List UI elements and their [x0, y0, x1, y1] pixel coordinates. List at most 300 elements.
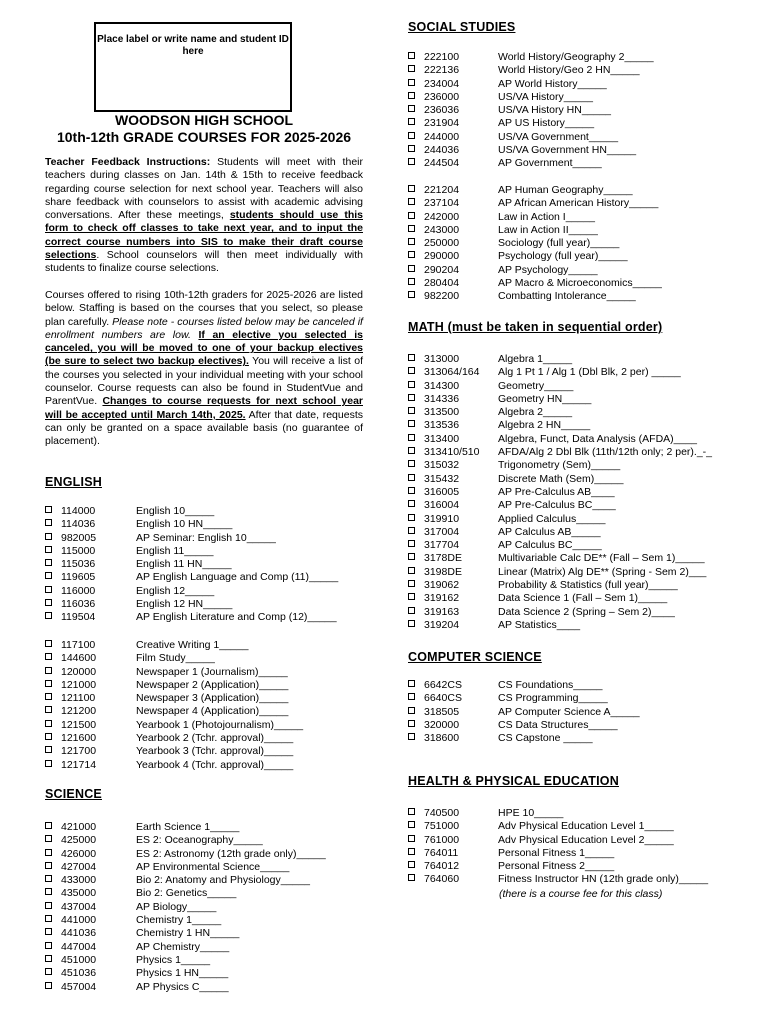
social-studies-course-row — [408, 224, 662, 237]
course-title: AFDA/Alg 2 Dbl Blk (11th/12th only; 2 per)._-_ — [498, 446, 712, 459]
student-label-box[interactable]: Place label or write name and student ID here — [94, 22, 292, 112]
course-number: 222136 — [424, 64, 460, 77]
english-course-row — [45, 732, 303, 745]
course-title: CS Data Structures_____ — [498, 718, 618, 731]
course-checkbox[interactable] — [408, 707, 415, 714]
course-title: CS Programming_____ — [498, 692, 608, 705]
math-course-row — [408, 526, 712, 539]
course-number: 319062 — [424, 579, 460, 592]
course-number: 290000 — [424, 250, 460, 263]
course-checkbox[interactable] — [45, 572, 52, 579]
course-checkbox[interactable] — [408, 487, 415, 494]
course-checkbox[interactable] — [45, 706, 52, 713]
course-number: 121000 — [61, 678, 97, 691]
course-checkbox[interactable] — [408, 434, 415, 441]
course-checkbox[interactable] — [408, 238, 415, 245]
course-number: 121600 — [61, 732, 97, 745]
course-number: 116000 — [61, 584, 96, 597]
hpe-course-row — [408, 847, 708, 860]
course-title: Algebra 2_____ — [498, 406, 573, 419]
courses-underlined2: Changes to course requests for next school year will be accepted until March 14th, 2025. — [45, 395, 363, 421]
course-checkbox[interactable] — [408, 92, 415, 99]
course-checkbox[interactable] — [408, 212, 415, 219]
course-checkbox[interactable] — [408, 278, 415, 285]
course-number: 764060 — [424, 873, 460, 886]
course-number: 315032 — [424, 459, 460, 472]
course-number: 242000 — [424, 210, 460, 223]
course-checkbox[interactable] — [45, 667, 52, 674]
course-number: 222100 — [424, 51, 460, 63]
course-title: AP Environmental Science_____ — [136, 860, 290, 873]
course-number: 290204 — [424, 263, 460, 276]
course-checkbox[interactable] — [45, 519, 52, 526]
course-number: 244000 — [424, 130, 460, 143]
science-course-row — [45, 887, 326, 900]
course-number: 250000 — [424, 237, 460, 250]
course-title: US/VA Government HN_____ — [498, 144, 637, 157]
course-title: US/VA History HN_____ — [498, 104, 612, 117]
course-number: 6642CS — [424, 679, 462, 691]
course-checkbox[interactable] — [45, 546, 52, 553]
courses-italic: Please note - courses listed below may be canceled if enrollment numbers are low. — [45, 315, 363, 341]
course-title: AP English Language and Comp (11)_____ — [136, 571, 339, 584]
math-course-row — [408, 459, 712, 472]
teacher-feedback-text2: . School counselors will then meet individually with students to finalize course selections. — [45, 249, 363, 275]
course-checkbox[interactable] — [408, 158, 415, 165]
course-checkbox[interactable] — [45, 653, 52, 660]
courses-paragraph — [45, 289, 363, 449]
course-checkbox[interactable] — [408, 394, 415, 401]
science-course-row — [45, 821, 326, 834]
english-course-row — [45, 666, 303, 679]
course-checkbox[interactable] — [45, 928, 52, 935]
courses-text1: Courses offered to rising 10th-12th graders for 2025-2026 are listed below. Staffing is based on the courses that you select, so please plan carefully. — [45, 289, 363, 328]
course-number: 982200 — [424, 290, 460, 303]
course-number: 236000 — [424, 90, 460, 103]
computer-science-course-row — [408, 692, 640, 705]
math-course-row — [408, 486, 712, 499]
course-title: AP Psychology_____ — [498, 263, 598, 276]
math-course-row — [408, 552, 712, 565]
course-number: 115000 — [61, 544, 96, 557]
math-course-row — [408, 566, 712, 579]
english-course-row — [45, 545, 338, 558]
course-number: 425000 — [61, 834, 97, 847]
social-studies-course-row — [408, 131, 654, 144]
course-title: Algebra 2 HN_____ — [498, 419, 591, 432]
math-course-row — [408, 446, 712, 459]
course-title: Bio 2: Anatomy and Physiology_____ — [136, 874, 310, 887]
course-title: Yearbook 2 (Tchr. approval)_____ — [136, 732, 294, 745]
teacher-feedback-underlined: students should use this form to check off classes to take next year, and to input the correct course numbers into SIS to make their draft course selections — [45, 209, 363, 262]
course-title: AP Government_____ — [498, 157, 602, 170]
social-studies-course-row — [408, 211, 662, 224]
math-list — [408, 353, 712, 632]
science-course-row — [45, 834, 326, 847]
course-checkbox[interactable] — [408, 367, 415, 374]
course-checkbox[interactable] — [45, 586, 52, 593]
course-checkbox[interactable] — [408, 553, 415, 560]
math-course-row — [408, 380, 712, 393]
course-title: Law in Action II_____ — [498, 223, 598, 236]
course-title: AP Pre-Calculus AB____ — [498, 485, 615, 498]
course-checkbox[interactable] — [45, 680, 52, 687]
english-course-row — [45, 759, 303, 772]
social-studies-course-row — [408, 64, 654, 77]
computer-science-course-row — [408, 719, 640, 732]
social-studies-course-row — [408, 184, 662, 197]
course-number: 313410/510 — [424, 446, 480, 459]
english-course-row — [45, 611, 338, 624]
course-title: Newspaper 4 (Application)_____ — [136, 705, 289, 718]
course-checkbox[interactable] — [45, 612, 52, 619]
social-studies-course-row — [408, 250, 662, 263]
course-number: 243000 — [424, 223, 460, 236]
course-checkbox[interactable] — [408, 567, 415, 574]
science-course-row — [45, 941, 326, 954]
course-title: Newspaper 2 (Application)_____ — [136, 678, 289, 691]
course-checkbox[interactable] — [45, 902, 52, 909]
course-title: Chemistry 1 HN_____ — [136, 927, 240, 940]
course-title: Data Science 1 (Fall – Sem 1)_____ — [498, 592, 668, 605]
math-course-row — [408, 406, 712, 419]
math-course-row — [408, 592, 712, 605]
school-heading — [45, 112, 363, 146]
hpe-course-row — [408, 820, 708, 833]
course-title: AP US History_____ — [498, 117, 595, 130]
course-title: World History/Geo 2 HN_____ — [498, 64, 640, 77]
course-checkbox[interactable] — [408, 460, 415, 467]
course-title: AP Statistics____ — [498, 618, 581, 631]
course-checkbox[interactable] — [45, 888, 52, 895]
course-checkbox[interactable] — [408, 680, 415, 687]
social-studies-course-row — [408, 104, 654, 117]
course-title: Applied Calculus_____ — [498, 512, 606, 525]
course-title: Probability & Statistics (full year)_____ — [498, 579, 678, 592]
english-heading: ENGLISH — [45, 475, 102, 489]
computer-science-course-row — [408, 732, 640, 745]
course-checkbox[interactable] — [408, 607, 415, 614]
course-number: 314300 — [424, 379, 460, 392]
social-studies-course-row — [408, 237, 662, 250]
social-studies-course-row — [408, 78, 654, 91]
course-checkbox[interactable] — [45, 559, 52, 566]
science-course-row — [45, 954, 326, 967]
course-checkbox[interactable] — [45, 942, 52, 949]
hpe-course-row — [408, 873, 708, 886]
course-number: 119605 — [61, 571, 96, 584]
math-heading — [408, 320, 662, 334]
social-studies-course-row — [408, 157, 654, 170]
math-course-row — [408, 419, 712, 432]
course-number: 320000 — [424, 718, 460, 731]
course-title: Newspaper 3 (Application)_____ — [136, 692, 289, 705]
course-checkbox[interactable] — [45, 862, 52, 869]
course-title: AP Chemistry_____ — [136, 940, 230, 953]
course-checkbox[interactable] — [45, 533, 52, 540]
course-checkbox[interactable] — [408, 291, 415, 298]
course-checkbox[interactable] — [408, 733, 415, 740]
course-checkbox[interactable] — [45, 875, 52, 882]
course-title: English 10_____ — [136, 505, 215, 517]
course-title: Linear (Matrix) Alg DE** (Spring - Sem 2)___ — [498, 565, 707, 578]
english-course-row — [45, 598, 338, 611]
english-list-1 — [45, 505, 338, 625]
course-title: Physics 1 HN_____ — [136, 967, 229, 980]
course-checkbox[interactable] — [408, 354, 415, 361]
teacher-feedback-paragraph — [45, 156, 363, 276]
course-number: 319163 — [424, 605, 460, 618]
course-title: Algebra, Funct, Data Analysis (AFDA)____ — [498, 432, 698, 445]
course-number: 115036 — [61, 558, 96, 571]
science-course-row — [45, 874, 326, 887]
social-studies-heading: SOCIAL STUDIES — [408, 20, 516, 34]
math-course-row — [408, 473, 712, 486]
course-title: Adv Physical Education Level 1_____ — [498, 820, 674, 833]
social-studies-course-row — [408, 51, 654, 64]
math-course-row — [408, 513, 712, 526]
course-checkbox[interactable] — [45, 599, 52, 606]
english-course-row — [45, 571, 338, 584]
course-title: AP Pre-Calculus BC____ — [498, 499, 616, 512]
course-title: Bio 2: Genetics_____ — [136, 887, 237, 900]
hpe-course-row — [408, 807, 708, 820]
school-name: WOODSON HIGH SCHOOL — [114, 112, 294, 128]
course-title: US/VA Government_____ — [498, 130, 619, 143]
course-number: 435000 — [61, 887, 97, 900]
course-number: 447004 — [61, 940, 97, 953]
course-number: 315432 — [424, 472, 460, 485]
math-course-row — [408, 619, 712, 632]
course-number: 231904 — [424, 117, 460, 130]
course-checkbox[interactable] — [408, 593, 415, 600]
course-checkbox[interactable] — [408, 874, 415, 881]
course-title: AP Seminar: English 10_____ — [136, 531, 276, 544]
course-title: English 12_____ — [136, 584, 215, 597]
course-number: 3198DE — [424, 565, 462, 578]
course-number: 119504 — [61, 611, 96, 624]
english-course-row — [45, 585, 338, 598]
science-course-row — [45, 927, 326, 940]
social-studies-course-row — [408, 197, 662, 210]
english-course-row — [45, 505, 338, 518]
course-title: Geometry HN_____ — [498, 392, 592, 405]
course-number: 313500 — [424, 406, 460, 419]
course-checkbox[interactable] — [45, 506, 52, 513]
english-course-row — [45, 652, 303, 665]
course-title: Trigonometry (Sem)_____ — [498, 459, 621, 472]
course-number: 764011 — [424, 846, 459, 859]
course-checkbox[interactable] — [408, 407, 415, 414]
course-checkbox[interactable] — [408, 265, 415, 272]
hpe-course-fee-note: (there is a course fee for this class) — [499, 888, 663, 900]
course-checkbox[interactable] — [408, 118, 415, 125]
course-checkbox[interactable] — [408, 251, 415, 258]
science-heading: SCIENCE — [45, 787, 102, 801]
course-checkbox[interactable] — [408, 65, 415, 72]
course-number: 121100 — [61, 692, 96, 705]
course-title: Earth Science 1_____ — [136, 821, 240, 833]
courses-underlined1: If an elective you selected is canceled, you will be moved to one of your backup electives (be sure to select two backup electives). — [45, 328, 363, 368]
course-checkbox[interactable] — [45, 835, 52, 842]
course-title: Creative Writing 1_____ — [136, 639, 249, 651]
course-number: 244036 — [424, 144, 460, 157]
page-title: 10th-12th GRADE COURSES FOR 2025-2026 — [56, 129, 352, 145]
course-checkbox[interactable] — [408, 198, 415, 205]
course-number: 114000 — [61, 505, 96, 517]
math-course-row — [408, 499, 712, 512]
course-number: 740500 — [424, 807, 460, 819]
science-list — [45, 821, 326, 994]
social-studies-course-row — [408, 91, 654, 104]
course-number: 116036 — [61, 598, 96, 611]
course-number: 144600 — [61, 652, 97, 665]
course-title: Physics 1_____ — [136, 953, 211, 966]
course-title: Personal Fitness 1_____ — [498, 846, 615, 859]
teacher-feedback-lead: Teacher Feedback Instructions: — [45, 156, 211, 168]
english-course-row — [45, 719, 303, 732]
math-course-row — [408, 433, 712, 446]
course-title: Fitness Instructor HN (12th grade only)_____ — [498, 873, 709, 886]
course-number: 121700 — [61, 745, 97, 758]
course-title: English 11_____ — [136, 544, 214, 557]
hpe-heading: HEALTH & PHYSICAL EDUCATION — [408, 774, 619, 788]
course-checkbox[interactable] — [45, 849, 52, 856]
course-checkbox[interactable] — [408, 527, 415, 534]
course-checkbox[interactable] — [45, 733, 52, 740]
course-checkbox[interactable] — [408, 381, 415, 388]
course-number: 317704 — [424, 539, 460, 552]
course-checkbox[interactable] — [408, 52, 415, 59]
course-title: Discrete Math (Sem)_____ — [498, 472, 624, 485]
course-checkbox[interactable] — [408, 474, 415, 481]
course-checkbox[interactable] — [45, 746, 52, 753]
course-checkbox[interactable] — [408, 420, 415, 427]
course-number: 426000 — [61, 847, 97, 860]
course-checkbox[interactable] — [408, 848, 415, 855]
computer-science-list — [408, 679, 640, 745]
hpe-course-row — [408, 860, 708, 873]
course-title: Newspaper 1 (Journalism)_____ — [136, 665, 288, 678]
social-studies-course-row — [408, 290, 662, 303]
science-course-row — [45, 914, 326, 927]
course-number: 237104 — [424, 197, 460, 210]
math-course-row — [408, 579, 712, 592]
course-title: ES 2: Oceanography_____ — [136, 834, 263, 847]
course-checkbox[interactable] — [45, 915, 52, 922]
english-course-row — [45, 518, 338, 531]
course-checkbox[interactable] — [408, 693, 415, 700]
course-checkbox[interactable] — [408, 145, 415, 152]
math-course-row — [408, 393, 712, 406]
hpe-course-row — [408, 834, 708, 847]
course-title: AP Human Geography_____ — [498, 184, 633, 196]
social-studies-course-row — [408, 144, 654, 157]
teacher-feedback-text1: Students will meet with their teachers during classes on Jan. 14th & 15th to receive feedback regarding course selection for next school year. Teachers will also share feedback with counselors to assist with academic advising conversations. After these meetings, — [45, 156, 363, 222]
course-title: English 10 HN_____ — [136, 518, 233, 531]
course-checkbox[interactable] — [408, 720, 415, 727]
course-number: 437004 — [61, 900, 97, 913]
science-course-row — [45, 981, 326, 994]
course-checkbox[interactable] — [45, 720, 52, 727]
course-checkbox[interactable] — [408, 540, 415, 547]
course-checkbox[interactable] — [408, 808, 415, 815]
science-course-row — [45, 901, 326, 914]
course-checkbox[interactable] — [45, 822, 52, 829]
computer-science-heading: COMPUTER SCIENCE — [408, 650, 542, 664]
course-checkbox[interactable] — [45, 982, 52, 989]
course-title: HPE 10_____ — [498, 807, 564, 819]
course-number: 982005 — [61, 531, 97, 544]
course-title: Alg 1 Pt 1 / Alg 1 (Dbl Blk, 2 per) _____ — [498, 366, 681, 379]
course-number: 319910 — [424, 512, 460, 525]
course-checkbox[interactable] — [45, 640, 52, 647]
course-title: AP Macro & Microeconomics_____ — [498, 277, 662, 290]
course-checkbox[interactable] — [408, 514, 415, 521]
course-number: 114036 — [61, 518, 96, 531]
course-checkbox[interactable] — [408, 132, 415, 139]
course-title: AP Calculus BC_____ — [498, 539, 602, 552]
course-number: 316004 — [424, 499, 460, 512]
course-title: English 11 HN_____ — [136, 558, 232, 571]
course-checkbox[interactable] — [408, 447, 415, 454]
course-checkbox[interactable] — [408, 225, 415, 232]
course-number: 451036 — [61, 967, 97, 980]
social-studies-list-2 — [408, 184, 662, 304]
course-number: 244504 — [424, 157, 460, 170]
course-checkbox[interactable] — [45, 955, 52, 962]
social-studies-course-row — [408, 117, 654, 130]
course-checkbox[interactable] — [408, 500, 415, 507]
english-course-row — [45, 692, 303, 705]
courses-text2: You will receive a list of the courses you selected in your individual meeting with your school counselor. Course requests can also be found in StudentVue and ParentVue. — [45, 355, 363, 408]
course-title: AP African American History_____ — [498, 197, 659, 210]
social-studies-course-row — [408, 264, 662, 277]
math-course-row — [408, 606, 712, 619]
course-checkbox[interactable] — [408, 835, 415, 842]
english-course-row — [45, 532, 338, 545]
course-number: 451000 — [61, 953, 97, 966]
course-number: 427004 — [61, 860, 97, 873]
course-checkbox[interactable] — [408, 185, 415, 192]
computer-science-course-row — [408, 679, 640, 692]
course-title: AP Computer Science A_____ — [498, 705, 640, 718]
course-number: 433000 — [61, 874, 97, 887]
course-checkbox[interactable] — [408, 105, 415, 112]
course-number: 319204 — [424, 618, 460, 631]
course-checkbox[interactable] — [45, 693, 52, 700]
course-number: 121714 — [61, 758, 97, 771]
course-number: 314336 — [424, 392, 460, 405]
course-number: 421000 — [61, 821, 97, 833]
course-checkbox[interactable] — [408, 620, 415, 627]
course-checkbox[interactable] — [408, 861, 415, 868]
course-title: Adv Physical Education Level 2_____ — [498, 833, 674, 846]
course-title: Data Science 2 (Spring – Sem 2)____ — [498, 605, 675, 618]
course-number: 6640CS — [424, 692, 462, 705]
course-title: US/VA History_____ — [498, 90, 593, 103]
course-checkbox[interactable] — [45, 968, 52, 975]
course-checkbox[interactable] — [408, 821, 415, 828]
course-number: 117100 — [61, 639, 96, 651]
course-checkbox[interactable] — [408, 580, 415, 587]
course-checkbox[interactable] — [45, 760, 52, 767]
course-number: 313000 — [424, 353, 460, 365]
course-number: 318600 — [424, 732, 460, 745]
course-title: Algebra 1_____ — [498, 353, 573, 365]
course-title: AP Biology_____ — [136, 900, 217, 913]
course-checkbox[interactable] — [408, 79, 415, 86]
